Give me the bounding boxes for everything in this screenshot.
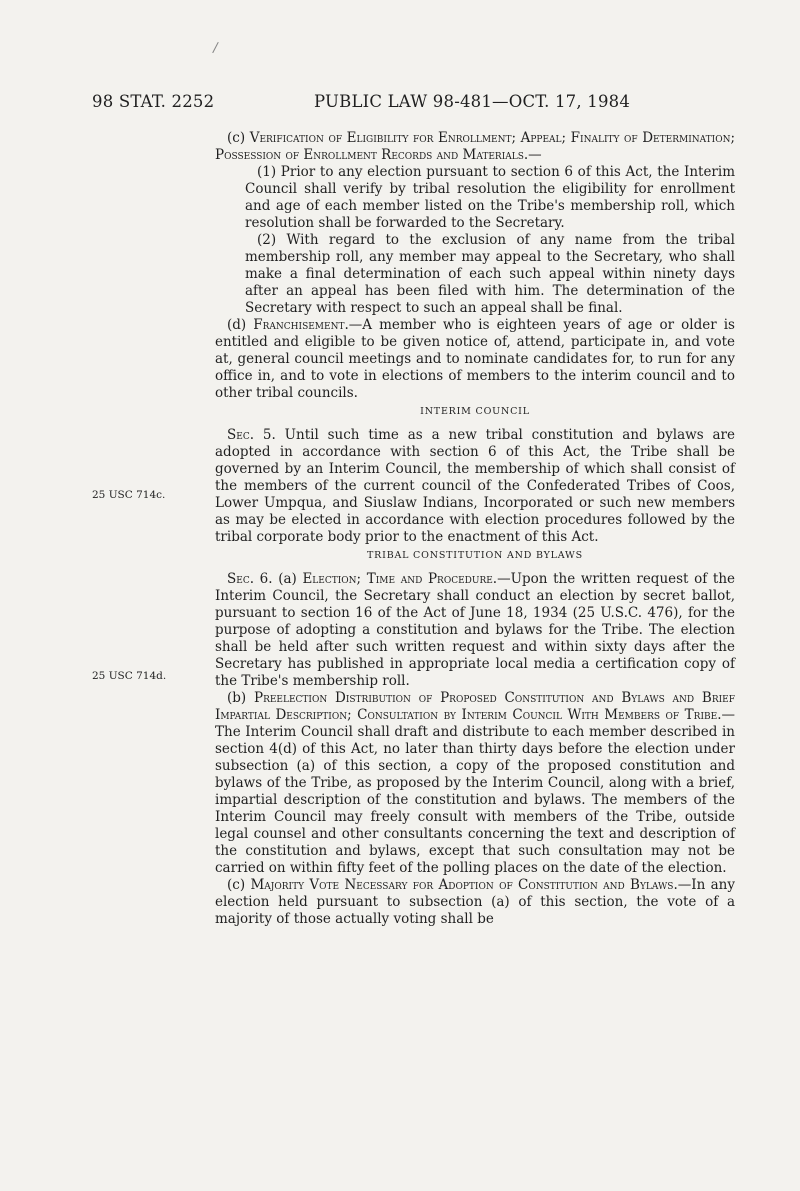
section-5-text: Until such time as a new tribal constitution and bylaws are adopted in accordance with section 6 of this Act, the Tribe shall be governed by an Interim Council, the membership of which shall consist of the members of the current council of the Confederated Tribes of Coos, Lower Umpqua, and Siuslaw Indians, Incorporated or such new members as may be elected in accordance with election procedures followed by the tribal corporate body prior to the enactment of this Act.: [215, 427, 735, 545]
paragraph-c2: (2) With regard to the exclusion of any name from the tribal membership roll, any member may appeal to the Secretary, who shall make a final determination of each such appeal within ninety days after an appeal has been filed with him. The determination of the Secretary with respect to such an appeal shall be final.: [245, 232, 735, 316]
section-5: [215, 427, 735, 546]
section-6b-text: —The Interim Council shall draft and distribute to each member described in section 4(d) of this Act, no later than thirty days before the election under subsection (a) of this section, a copy of the proposed constitution and bylaws of the Tribe, as proposed by the Interim Council, along with a brief, impartial description of the constitution and bylaws. The members of the Interim Council may freely consult with members of the Tribe, outside legal counsel and other consultants concerning the text and description of the constitution and bylaws, except that such consultation may not be carried on within fifty feet of the polling places on the date of the election.: [215, 707, 735, 876]
subsection-d: (d) Franchisement.—A member who is eighteen years of age or older is entitled and eligible to be given notice of, attend, participate in, and vote at, general council meetings and to nominate candidates for, to run for any office in, and to vote in elections of members to the interim council and to other tribal councils.: [215, 317, 735, 401]
section-6b: (b) Preelection Distribution of Proposed Constitution and Bylaws and Brief Impartial Description; Consultation by Interim Council With Members of Tribe.—The Interim Council shall draft and distribute to each member described in section 4(d) of this Act, no later than thirty days before the election under subsection (a) of this section, a copy of the proposed constitution and bylaws of the Tribe, as proposed by the Interim Council, along with a brief, impartial description of the constitution and bylaws. The members of the Interim Council may freely consult with members of the Tribe, outside legal counsel and other consultants concerning the text and description of the constitution and bylaws, except that such consultation may not be carried on within fifty feet of the polling places on the date of the election.: [215, 690, 735, 876]
section-6-label: Sec. 6.: [227, 571, 273, 587]
heading-tribal-constitution: TRIBAL CONSTITUTION AND BYLAWS: [367, 550, 583, 561]
subsection-d-text: —A member who is eighteen years of age or older is entitled and eligible to be given notice of, attend, participate in, and vote at, general council meetings and to nominate candidates for, to run for any office in, and to vote in elections of members to the interim council and to other tribal councils.: [215, 317, 735, 401]
margin-note-sec5: 25 USC 714c.: [92, 489, 166, 501]
section-6a-text: —Upon the written request of the Interim Council, the Secretary shall conduct an election by secret ballot, pursuant to section 16 of the Act of June 18, 1934 (25 U.S.C. 476), for the purpose of adopting a constitution and bylaws for the Tribe. The election shall be held after such written request and within sixty days after the Secretary has published in appropriate local media a certification copy of the Tribe's membership roll.: [215, 571, 736, 689]
pen-mark: /: [211, 39, 220, 57]
subsection-c-heading: (c) Verification of Eligibility for Enrollment; Appeal; Finality of Determination; Possession of Enrollment Records and Materials.—: [215, 130, 735, 163]
subsection-c-title: Verification of Eligibility for Enrollment; Appeal; Finality of Determination; Possession of Enrollment Records and Materials.—: [215, 130, 735, 163]
document-body: [215, 130, 735, 928]
section-6b-title: Preelection Distribution of Proposed Constitution and Bylaws and Brief Impartial Description; Consultation by Interim Council With Members of Tribe.: [215, 690, 735, 723]
section-5-label: Sec. 5.: [227, 427, 276, 443]
law-title: PUBLIC LAW 98-481—OCT. 17, 1984: [314, 92, 631, 111]
paragraph-c1: (1) Prior to any election pursuant to section 6 of this Act, the Interim Council shall verify by tribal resolution the eligibility for enrollment and age of each member listed on the Tribe's membership roll, which resolution shall be forwarded to the Secretary.: [245, 164, 735, 231]
section-6c-text: —In any election held pursuant to subsection (a) of this section, the vote of a majority of those actually voting shall be: [215, 877, 735, 927]
section-6a-title: Election; Time and Procedure.: [302, 571, 498, 587]
section-6c: (c) Majority Vote Necessary for Adoption of Constitution and Bylaws.—In any election held pursuant to subsection (a) of this section, the vote of a majority of those actually voting shall be: [215, 877, 735, 927]
heading-interim-council: INTERIM COUNCIL: [420, 406, 530, 417]
subsection-d-title: Franchisement.: [253, 317, 349, 333]
section-6a: Sec. 6. (a) Election; Time and Procedure.—Upon the written request of the Interim Council, the Secretary shall conduct an election by secret ballot, pursuant to section 16 of the Act of June 18, 1934 (25 U.S.C. 476), for the purpose of adopting a constitution and bylaws for the Tribe. The election shall be held after such written request and within sixty days after the Secretary has published in appropriate local media a certification copy of the Tribe's membership roll.: [215, 571, 736, 689]
page-header: [0, 92, 800, 116]
page-reference: 98 STAT. 2252: [92, 92, 215, 111]
margin-note-sec6: 25 USC 714d.: [92, 670, 167, 682]
section-6c-title: Majority Vote Necessary for Adoption of Constitution and Bylaws.: [250, 877, 678, 893]
